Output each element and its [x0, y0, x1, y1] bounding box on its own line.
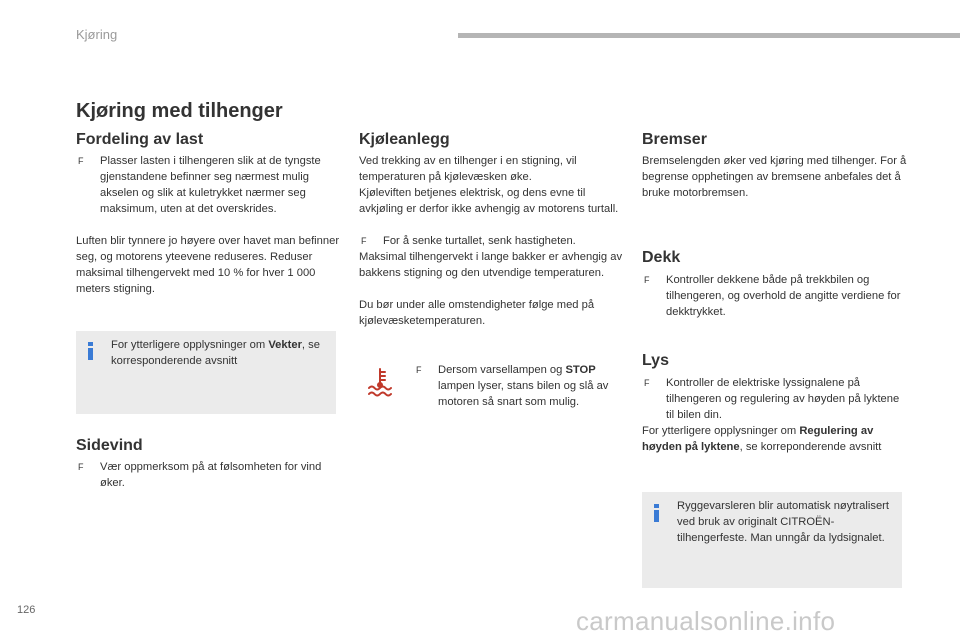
heading-bremser: Bremser — [642, 131, 707, 148]
bullet-marker: F — [416, 365, 422, 375]
bullet-marker: F — [78, 462, 84, 472]
heading-sidevind: Sidevind — [76, 437, 143, 454]
bullet-marker: F — [644, 378, 650, 388]
stop-label: STOP — [565, 364, 596, 376]
fordeling-bullet — [78, 153, 340, 217]
lys-paragraph: For ytterligere opplysninger om Regulering av høyden på lyktene, se korreponderende avsnitt — [642, 425, 882, 453]
coolant-warning-text: Dersom varsellampen og STOP lampen lyser, stans bilen og slå av motoren så snart som mulig. — [438, 364, 609, 408]
kjoleanlegg-bullet — [361, 233, 623, 249]
info-box-rygge — [642, 492, 902, 588]
coolant-warning-bullet — [416, 362, 621, 410]
kjoleanlegg-bullet-text: For å senke turtallet, senk hastigheten. — [383, 235, 576, 247]
info-vekter-strong: Vekter — [268, 339, 302, 351]
sidevind-bullet — [78, 459, 340, 491]
lys-bullet-text: Kontroller de elektriske lyssignalene på tilhengeren og regulering av høyden på lyktene til bilen din. — [666, 377, 900, 421]
bullet-marker: F — [361, 236, 367, 246]
heading-dekk: Dekk — [642, 249, 681, 266]
section-label: Kjøring — [76, 27, 118, 42]
header-bar — [458, 33, 960, 38]
kjoleanlegg-paragraph-1: Ved trekking av en tilhenger i en stigning, vil temperaturen på kjølevæsken øke. — [359, 155, 577, 183]
page-title: Kjøring med tilhenger — [76, 100, 283, 122]
heading-fordeling: Fordeling av last — [76, 131, 204, 148]
info-rygge-text: Ryggevarsleren blir automatisk nøytralisert ved bruk av originalt CITROËN-tilhengerfeste. Man unngår da lydsignalet. — [677, 500, 890, 544]
kjoleanlegg-paragraph-3: Maksimal tilhengervekt i lange bakker er avhengig av bakkens stigning og den utvendige temperaturen. — [359, 251, 623, 279]
fordeling-bullet-text: Plasser lasten i tilhengeren slik at de tyngste gjenstandene befinner seg nærmest mulig akselen og slik at kuletrykket nærmer seg maksimum, uten at det overskrides. — [100, 155, 321, 215]
info-icon — [88, 342, 93, 360]
bullet-marker: F — [644, 275, 650, 285]
info-box-vekter — [76, 331, 336, 414]
dekk-bullet — [644, 272, 906, 320]
heading-lys: Lys — [642, 352, 669, 369]
fordeling-paragraph: Luften blir tynnere jo høyere over havet man befinner seg, og motorens yteevene reduseres. Reduser maksimal tilhengervekt med 10 % for hver 1 000 meters stigning. — [76, 235, 340, 295]
dekk-bullet-text: Kontroller dekkene både på trekkbilen og tilhengeren, og overhold de angitte verdiene for dekktrykket. — [666, 274, 901, 318]
kjoleanlegg-paragraph-2: Kjøleviften betjenes elektrisk, og dens evne til avkjøling er derfor ikke avhengig av motorens turtall. — [359, 187, 619, 215]
heading-kjoleanlegg: Kjøleanlegg — [359, 131, 450, 148]
info-icon — [654, 504, 659, 522]
lys-bullet — [644, 375, 906, 423]
kjoleanlegg-paragraph-4: Du bør under alle omstendigheter følge med på kjølevæsketemperaturen. — [359, 299, 595, 327]
sidevind-bullet-text: Vær oppmerksom på at følsomheten for vind øker. — [100, 461, 322, 489]
bullet-marker: F — [78, 156, 84, 166]
info-vekter-text: For ytterligere opplysninger om Vekter, se korresponderende avsnitt — [111, 339, 320, 367]
page-number: 126 — [17, 604, 36, 616]
lys-paragraph-strong: Regulering av høyden på lyktene — [642, 425, 874, 453]
bremser-paragraph: Bremselengden øker ved kjøring med tilhenger. For å begrense opphetingen av bremsene anbefales det å bruke motorbremsen. — [642, 155, 907, 199]
coolant-temperature-warning-icon — [366, 366, 394, 398]
watermark: carmanualsonline.info — [576, 606, 836, 636]
